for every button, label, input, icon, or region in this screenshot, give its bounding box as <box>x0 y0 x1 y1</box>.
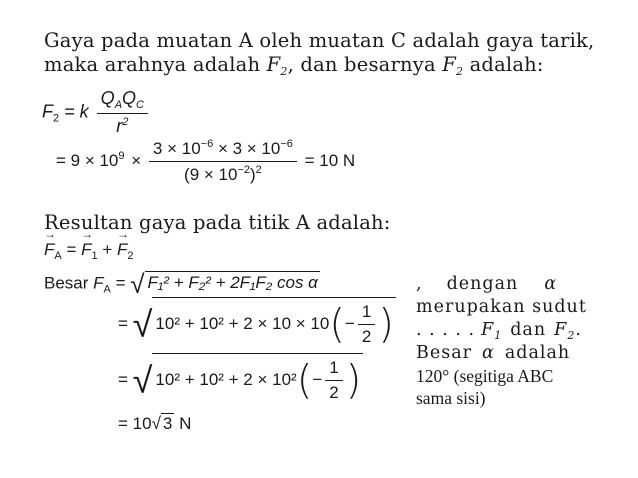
side-note-5: 120° (segitiga ABC <box>416 366 554 386</box>
vector-fa: → F <box>44 240 54 260</box>
magnitude-step-2: = √ 10² + 10² + 2 × 10²(− $\frac{1}{2}$ ) <box>118 353 363 403</box>
intro-text-2b: , dan besarnya <box>287 53 443 76</box>
magnitude-step-1: = √ 10² + 10² + 2 × 10 × 10(− $\frac{1}{2}$ ) <box>118 297 396 347</box>
side-note-1: , dengan α <box>416 274 558 294</box>
side-note-3: . . . . . $F_1$ dan $F_2$. <box>416 320 582 342</box>
intro-text-2c: adalah: <box>463 53 544 76</box>
symbol-f2-b: $F_2$ <box>442 53 464 78</box>
fraction-substitution: $\frac{3 \times 10^{-6} \times 3 \times 10^{-6}}{(9 \times 10^{-2})^2}$ <box>149 138 297 185</box>
intro-line-1 <box>44 29 594 53</box>
intro-text-2a: maka arahnya adalah <box>44 53 267 76</box>
radicand-general: F₁² + F₂² + 2F₁F₂ cos α <box>145 271 320 293</box>
symbol-f2: $F_2$ <box>266 53 288 78</box>
magnitude-result: = 10√ 3 N <box>118 414 192 433</box>
intro-text-1: Gaya pada muatan A oleh muatan C adalah gaya tarik, <box>44 29 595 52</box>
vector-equation: → $F_A$ = → $F_1$ + → $F_2$ <box>44 240 134 262</box>
vector-f2: → F <box>117 240 127 260</box>
magnitude-formula: Besar $F_A$ = √ F₁² + F₂² + 2F₁F₂ cos α <box>44 269 318 299</box>
fraction-coulomb: $\frac{Q_AQ_C}{r^2}$ <box>97 88 148 137</box>
equation-substitution: = $9 \times 10^9$ × $\frac{3 \times 10^{-6} \times 3 \times 10^{-6}}{(9 \times 10^{-2})^2}$ = 10 N <box>56 138 356 184</box>
equation-coulomb: $F_2 = k$ $\frac{Q_AQ_C}{r^2}$ <box>42 88 151 137</box>
side-note-2: merupakan sudut <box>416 297 587 317</box>
side-note-4: Besar α adalah <box>416 343 571 363</box>
vector-f1: → F <box>81 240 91 260</box>
resultan-heading: Resultan gaya pada titik A adalah: <box>44 211 391 234</box>
intro-line-2 <box>44 53 544 84</box>
side-note-6: sama sisi) <box>416 388 486 408</box>
